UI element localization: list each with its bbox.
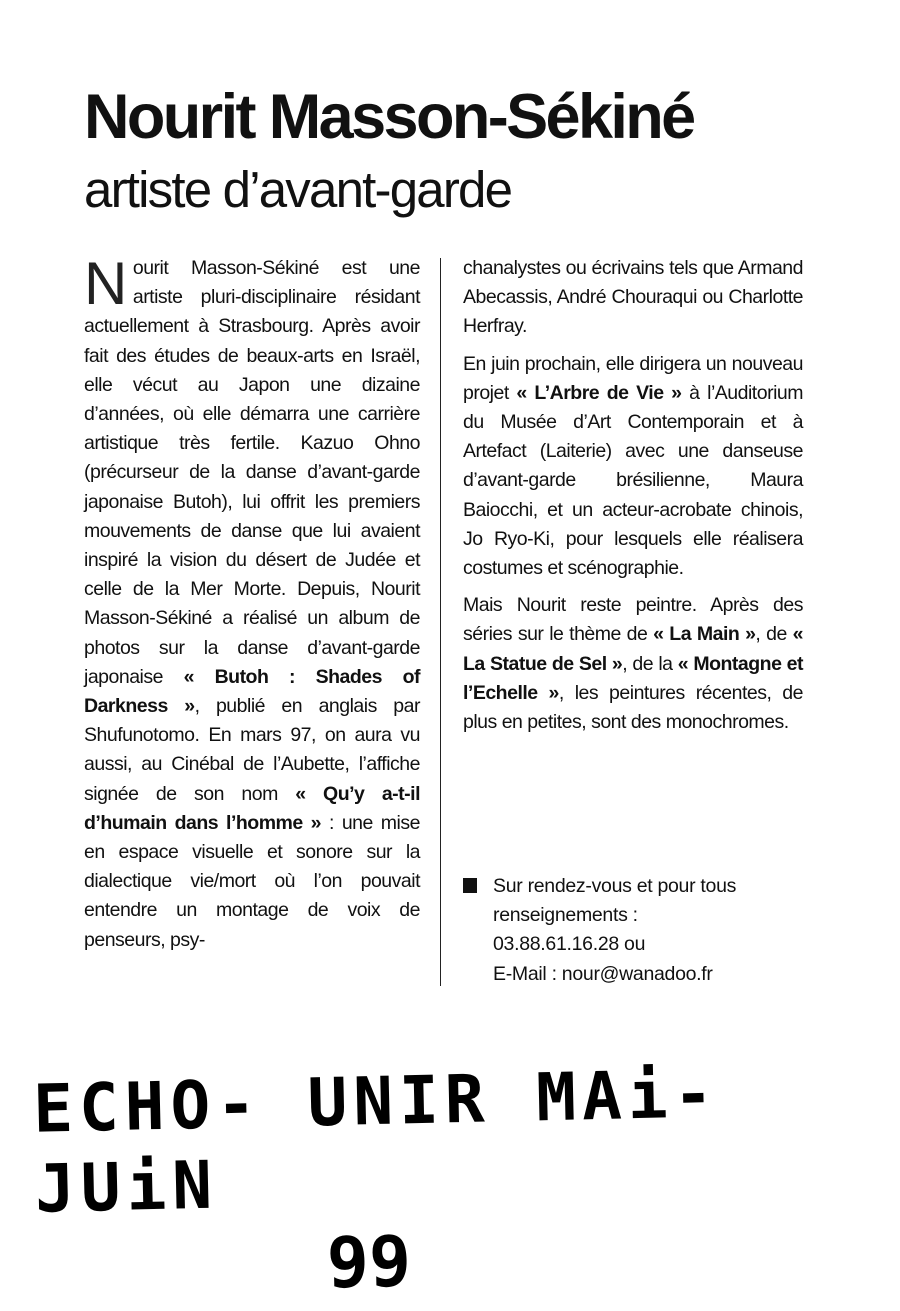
text-run: , publié en anglais par Shufunotomo. En mars 97, on aura vu aussi, au Cinébal de l’Aubette, l’affiche signée de son nom: [84, 695, 420, 805]
phone-number: 03.88.61.16.28 ou: [493, 933, 646, 956]
text-run: à l’Auditorium du Musée d’Art Contemporain et à Artefact (Laiterie) avec une danseuse d’avant-garde brésilienne, Maura Baiocchi, et un acteur-acrobate chinois, Jo Ryo-Ki, pour lesquels elle réalisera costumes et scénographie.: [463, 381, 803, 580]
contact-text: [493, 872, 803, 989]
bold-title-run: « Butoh : Shades of Darkness »: [84, 665, 420, 718]
text-run: En juin prochain, elle dirigera un nouveau projet: [463, 352, 803, 404]
contact-line: Sur rendez-vous et pour tous: [493, 875, 737, 897]
handwritten-note: [32, 1050, 897, 1309]
text-run: , de: [755, 623, 793, 646]
bold-title-run: « Montagne et l’Echelle »: [463, 652, 803, 704]
bold-title-run: « L’Arbre de Vie »: [516, 381, 682, 404]
paragraph: [463, 350, 803, 584]
paragraph: [463, 591, 803, 737]
bold-title-run: « La Main »: [653, 623, 756, 646]
text-run: ourit Masson-Sékiné est une artiste pluri-disciplinaire résidant actuellement à Strasbourg. Après avoir fait des études de beaux-arts en Israël, elle vécut au Japon une dizaine d’années, où elle démarra une carrière artistique très fertile. Kazuo Ohno (précurseur de la danse d’avant-garde japonaise Butoh), lui offrit les premiers mouvements de danse que lui avaient inspiré la vision du désert de Judée et celle de la Mer Morte. Depuis, Nourit Masson-Sékiné a réalisé un album de photos sur la danse d’avant-garde japonaise: [84, 257, 420, 688]
drop-cap: N: [84, 250, 127, 317]
column-divider: [440, 258, 441, 986]
text-run: Mais Nourit reste peintre. Après des séries sur le thème de: [463, 594, 803, 646]
article-title: Nourit Masson-Sékiné: [84, 82, 694, 152]
article-subtitle: artiste d’avant-garde: [84, 161, 512, 218]
paragraph: chanalystes ou écrivains tels que Armand Abecassis, André Chouraqui ou Charlotte Herfray.: [463, 257, 803, 338]
bold-title-run: « Qu’y a-t-il d’humain dans l’homme »: [84, 782, 421, 834]
handwritten-source: ECHO- UNIR MAi-JUiN: [32, 1055, 721, 1228]
paragraph: [84, 250, 421, 955]
left-column: [84, 250, 421, 963]
contact-line: renseignements :: [493, 904, 638, 927]
square-bullet-icon: [463, 878, 477, 893]
handwritten-year: 99: [325, 1220, 413, 1305]
right-column: [463, 254, 803, 745]
text-run: , les peintures récentes, de plus en petites, sont des monochromes.: [463, 681, 803, 734]
bold-title-run: « La Statue de Sel »: [463, 623, 803, 675]
text-run: : une mise en espace visuelle et sonore sur la dialectique vie/mort où l’on pouvait entendre un montage de voix de penseurs, psy-: [84, 811, 420, 951]
contact-block: [463, 872, 803, 989]
text-run: , de la: [622, 652, 678, 675]
email-address: E-Mail : nour@wanadoo.fr: [493, 962, 713, 985]
